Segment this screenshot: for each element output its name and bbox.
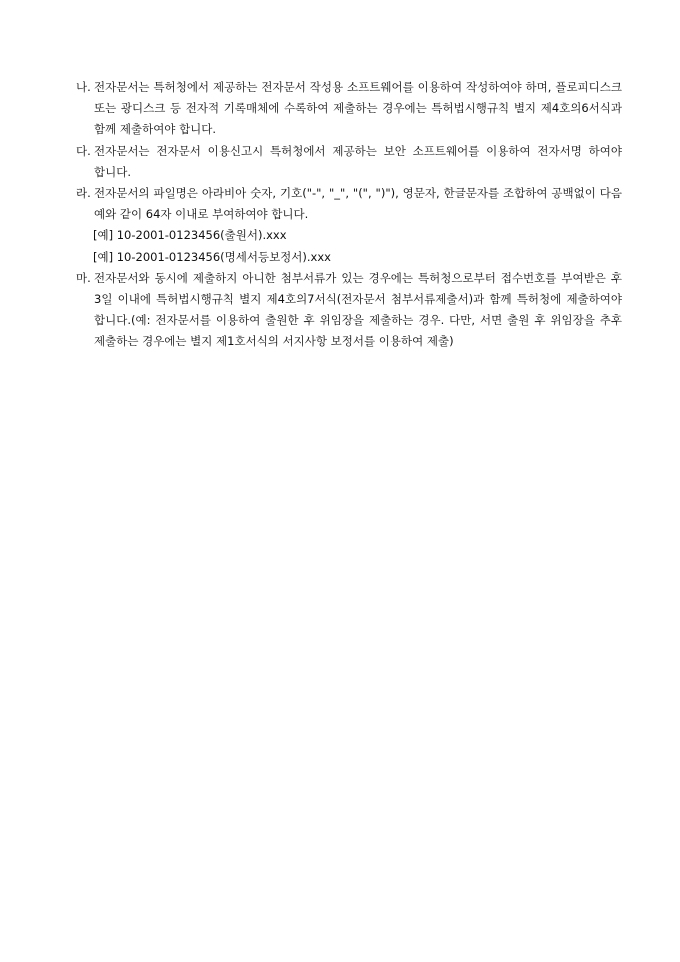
list-item-da — [76, 141, 622, 183]
list-item-text: 전자문서는 특허청에서 제공하는 전자문서 작성용 소프트웨어를 이용하여 작성하여야 하며, 플로피디스크 또는 광디스크 등 전자적 기록매체에 수록하여 제출하는 경우에는 특허법시행규칙 별지 제4호의6서식과 함께 제출하여야 합니다. — [94, 80, 622, 137]
list-item-ra — [76, 183, 622, 225]
list-marker: 라. — [76, 186, 91, 201]
list-marker: 다. — [76, 143, 91, 158]
list-item-text: 전자문서는 전자문서 이용신고시 특허청에서 제공하는 보안 소프트웨어를 이용하여 전자서명 하여야 합니다. — [94, 143, 622, 179]
list-marker: 나. — [76, 80, 91, 94]
instruction-list — [76, 77, 622, 353]
filename-example: [예] 10-2001-0123456(명세서등보정서).xxx — [93, 249, 331, 264]
filename-example: [예] 10-2001-0123456(출원서).xxx — [93, 228, 287, 243]
list-item-text: 전자문서와 동시에 제출하지 아니한 첨부서류가 있는 경우에는 특허청으로부터 접수번호를 부여받은 후 3일 이내에 특허법시행규칙 별지 제4호의7서식(전자문서 첨부서류제출서)과 함께 특허청에 제출하여야 합니다.(예: 전자문서를 이용하여 출원한 후 위임장을 제출하는 경우. 다만, 서면 출원 후 위임장을 추후 제출하는 경우에는 별지 제1호서식의 서지사항 보정서를 이용하여 제출) — [94, 270, 622, 349]
list-marker: 마. — [76, 270, 91, 285]
list-item-na — [76, 77, 622, 141]
list-item-ma — [76, 268, 622, 353]
list-item-text: 전자문서의 파일명은 아라비아 숫자, 기호("-", "_", "(", ")"), 영문자, 한글문자를 조합하여 공백없이 다음 예와 같이 64자 이내로 부여하여야 합니다. — [94, 186, 622, 222]
